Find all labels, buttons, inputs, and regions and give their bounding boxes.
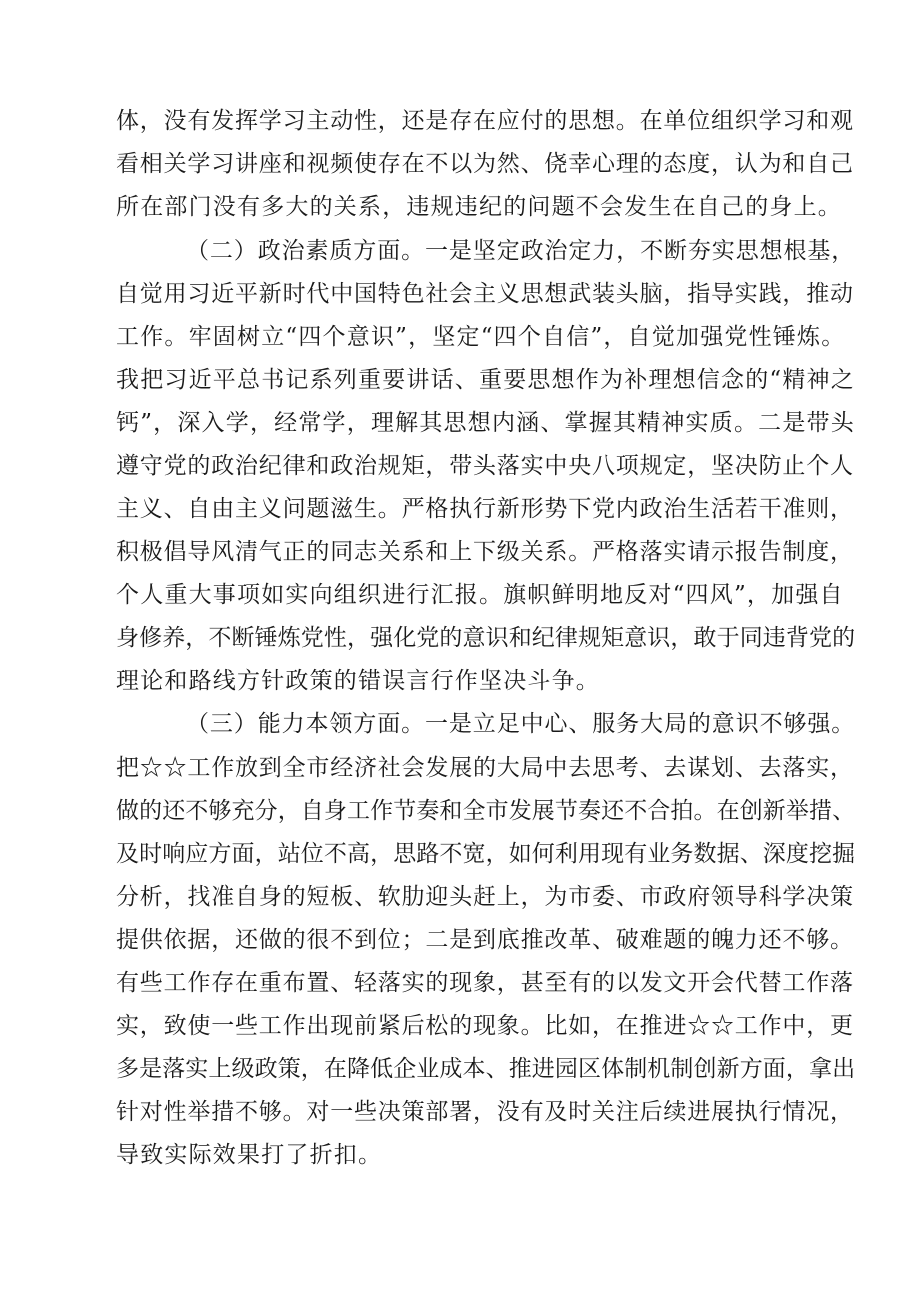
text-line: 理论和路线方针政策的错误言行作坚决斗争。 <box>116 668 600 694</box>
text-line: 把☆☆工作放到全市经济社会发展的大局中去思考、去谋划、去落实， <box>116 755 854 781</box>
text-line: 做的还不够充分，自身工作节奏和全市发展节奏还不合拍。在创新举措、 <box>116 798 856 824</box>
text-line: 身修养，不断锤炼党性，强化党的意识和纪律规矩意识，敢于同违背党的 <box>116 625 856 651</box>
text-line: 积极倡导风清气正的同志关系和上下级关系。严格落实请示报告制度， <box>116 539 854 565</box>
text-line: 看相关学习讲座和视频使存在不以为然、侥幸心理的态度，认为和自己 <box>116 151 854 177</box>
text-line: 提供依据，还做的很不到位；二是到底推改革、破难题的魄力还不够。 <box>116 927 854 953</box>
text-line: 及时响应方面，站位不高，思路不宽，如何利用现有业务数据、深度挖掘 <box>116 841 856 867</box>
text-line: 主义、自由主义问题滋生。严格执行新形势下党内政治生活若干准则， <box>116 496 854 522</box>
text-line: 个人重大事项如实向组织进行汇报。旗帜鲜明地反对“四风”，加强自 <box>116 582 844 608</box>
text-line: 体，没有发挥学习主动性，还是存在应付的思想。在单位组织学习和观 <box>116 108 854 134</box>
text-line: 实，致使一些工作出现前紧后松的现象。比如，在推进☆☆工作中，更 <box>116 1013 854 1039</box>
text-line: 我把习近平总书记系列重要讲话、重要思想作为补理想信念的“精神之 <box>116 367 855 393</box>
text-line: 自觉用习近平新时代中国特色社会主义思想武装头脑，指导实践，推动 <box>116 281 854 307</box>
text-line: 针对性举措不够。对一些决策部署，没有及时关注后续进展执行情况， <box>116 1099 854 1125</box>
text-line: 所在部门没有多大的关系，违规违纪的问题不会发生在自己的身上。 <box>116 194 842 220</box>
text-line: 遵守党的政治纪律和政治规矩，带头落实中央八项规定，坚决防止个人 <box>116 453 854 479</box>
text-line: 多是落实上级政策，在降低企业成本、推进园区体制机制创新方面，拿出 <box>116 1056 856 1082</box>
paragraph-heading-line: （三）能力本领方面。一是立足中心、服务大局的意识不够强。 <box>186 711 856 737</box>
paragraph-heading-line: （二）政治素质方面。一是坚定政治定力，不断夯实思想根基， <box>186 238 856 264</box>
text-line: 有些工作存在重布置、轻落实的现象，甚至有的以发文开会代替工作落 <box>116 970 854 996</box>
text-line: 钙”，深入学，经常学，理解其思想内涵、掌握其精神实质。二是带头 <box>116 410 855 436</box>
text-line: 分析，找准自身的短板、软肋迎头赶上，为市委、市政府领导科学决策 <box>116 884 854 910</box>
text-line: 导致实际效果打了折扣。 <box>116 1142 383 1168</box>
text-line: 工作。牢固树立“四个意识”，坚定“四个自信”，自觉加强党性锤炼。 <box>116 324 846 350</box>
